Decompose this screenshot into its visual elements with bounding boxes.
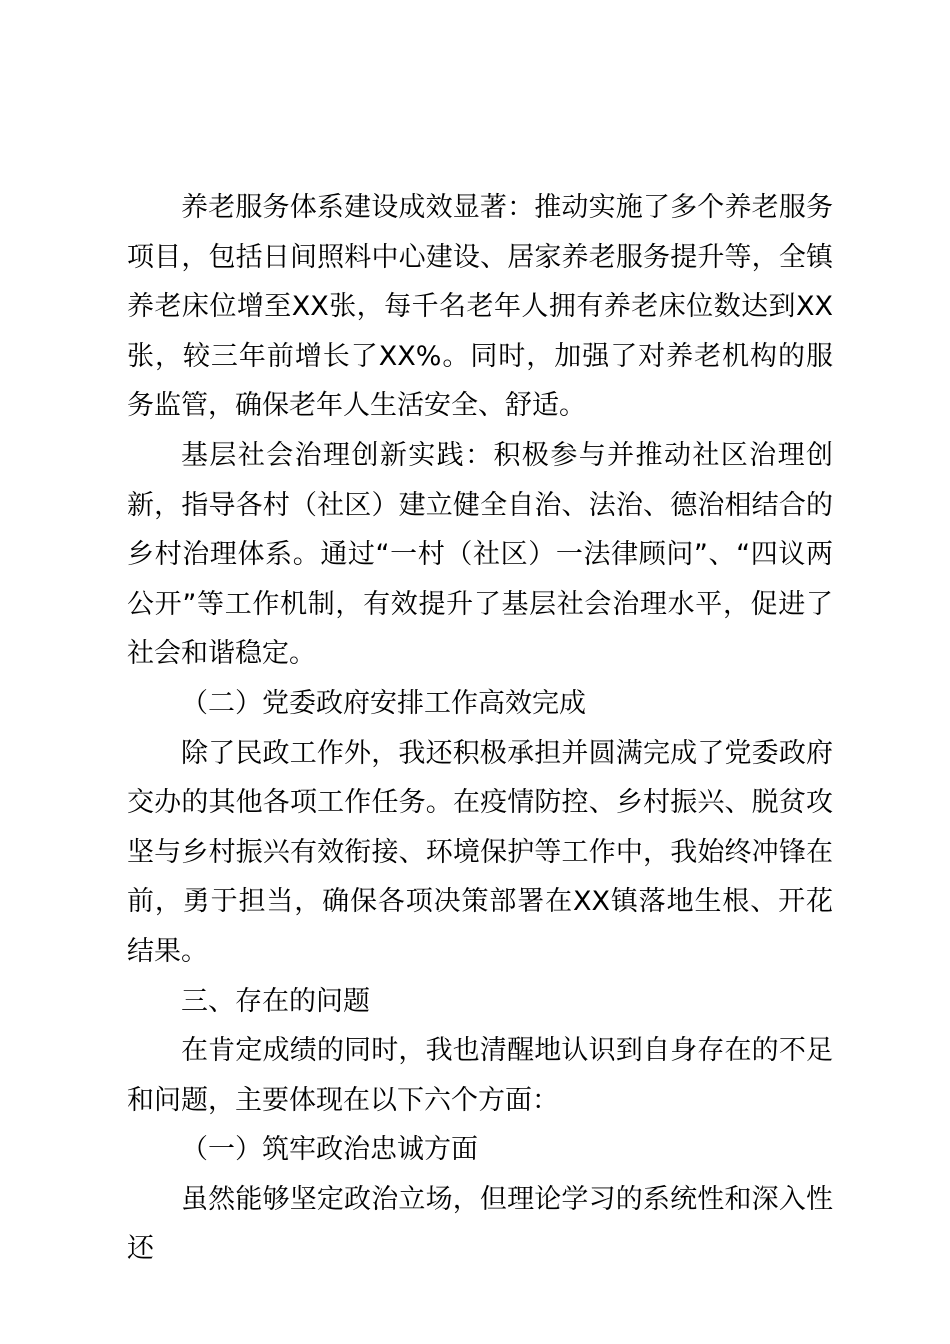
section-heading-problems: 三、存在的问题 [181,985,370,1017]
paragraph-political-loyalty: 虽然能够坚定政治立场，但理论学习的系统性和深入性还 [127,1183,833,1265]
paragraph-problems-intro: 在肯定成绩的同时，我也清醒地认识到自身存在的不足和问题，主要体现在以下六个方面： [127,1035,833,1116]
paragraph-grassroots-governance: 基层社会治理创新实践：积极参与并推动社区治理创新，指导各村（社区）建立健全自治、法治、德治相结合的乡村治理体系。通过“一村（社区）一法律顾问”、“四议两公开”等工作机制，有效提升了基层社会治理水平，促进了社会和谐稳定。 [127,439,833,670]
paragraph-other-tasks: 除了民政工作外，我还积极承担并圆满完成了党委政府交办的其他各项工作任务。在疫情防控、乡村振兴、脱贫攻坚与乡村振兴有效衔接、环境保护等工作中，我始终冲锋在前，勇于担当，确保各项决策部署在XX镇落地生根、开花结果。 [127,737,833,967]
section-heading-party-tasks: （二）党委政府安排工作高效完成 [181,687,586,719]
document-body [127,183,833,1274]
paragraph-elderly-care: 养老服务体系建设成效显著：推动实施了多个养老服务项目，包括日间照料中心建设、居家养老服务提升等，全镇养老床位增至XX张，每千名老年人拥有养老床位数达到XX张，较三年前增长了XX%。同时，加强了对养老机构的服务监管，确保老年人生活安全、舒适。 [127,192,833,422]
subsection-heading-political-loyalty: （一）筑牢政治忠诚方面 [181,1134,478,1166]
